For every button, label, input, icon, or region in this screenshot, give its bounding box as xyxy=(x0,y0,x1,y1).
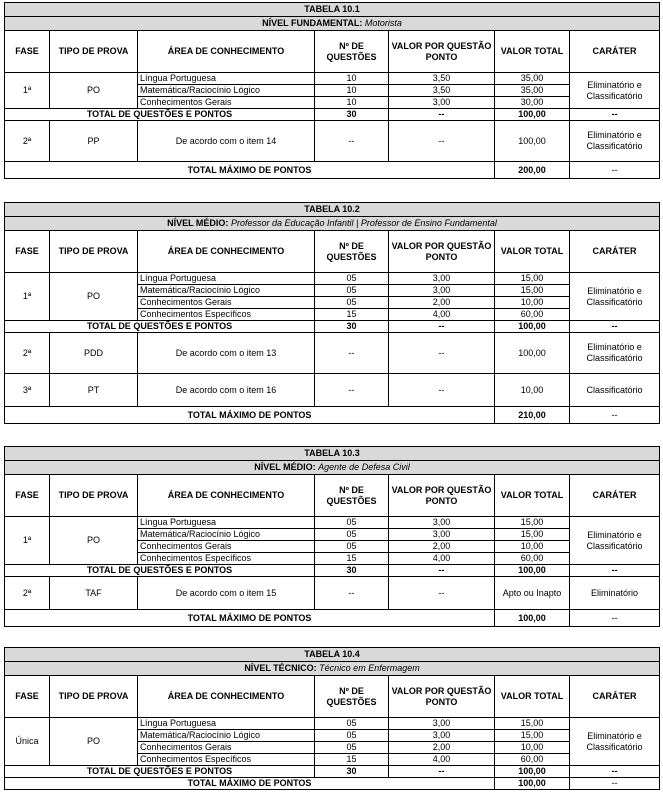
table-10-4 xyxy=(4,647,660,790)
table-10-3 xyxy=(4,446,660,627)
fase-cell: 3ª xyxy=(5,374,50,407)
area-cell: Matemática/Raciocínio Lógico xyxy=(138,529,315,541)
header-carater: CARÁTER xyxy=(570,31,660,73)
fase-cell: 2ª xyxy=(5,121,50,162)
header-tipo: TIPO DE PROVA xyxy=(50,475,138,517)
valor-cell: 2,00 xyxy=(389,541,495,553)
total-cell: 35,00 xyxy=(495,73,570,85)
total-maximo-label: TOTAL MÁXIMO DE PONTOS xyxy=(5,162,495,179)
valor-cell: -- xyxy=(389,121,495,162)
questoes-cell: -- xyxy=(315,577,389,610)
table-10-1 xyxy=(4,2,660,179)
total-maximo-label: TOTAL MÁXIMO DE PONTOS xyxy=(5,778,495,790)
valor-cell: -- xyxy=(389,577,495,610)
total-maximo-carater: -- xyxy=(570,407,660,424)
header-fase: FASE xyxy=(5,31,50,73)
total-cell: 60,00 xyxy=(495,553,570,565)
area-cell: Conhecimentos Específicos xyxy=(138,309,315,321)
questoes-cell: 05 xyxy=(315,529,389,541)
total-questoes-value: 30 xyxy=(315,766,389,778)
total-questoes-value: 30 xyxy=(315,565,389,577)
tipo-cell: PP xyxy=(50,121,138,162)
header-fase: FASE xyxy=(5,231,50,273)
tipo-cell: PT xyxy=(50,374,138,407)
header-questoes: Nº DE QUESTÕES xyxy=(315,475,389,517)
total-questoes-value: 30 xyxy=(315,109,389,121)
questoes-cell: 05 xyxy=(315,517,389,529)
area-cell: Língua Portuguesa xyxy=(138,73,315,85)
header-valor-total: VALOR TOTAL xyxy=(495,475,570,517)
total-maximo-value: 200,00 xyxy=(495,162,570,179)
tipo-cell: PO xyxy=(50,273,138,321)
header-valor-por: VALOR POR QUESTÃO PONTO xyxy=(389,676,495,718)
total-carater-value: -- xyxy=(570,565,660,577)
tipo-cell: TAF xyxy=(50,577,138,610)
questoes-cell: 05 xyxy=(315,742,389,754)
area-cell: Conhecimentos Gerais xyxy=(138,97,315,109)
area-cell: Matemática/Raciocínio Lógico xyxy=(138,285,315,297)
total-maximo-value: 210,00 xyxy=(495,407,570,424)
questoes-cell: 10 xyxy=(315,73,389,85)
total-cell: 15,00 xyxy=(495,730,570,742)
level-label: NÍVEL MÉDIO: Professor da Educação Infantil | Professor de Ensino Fundamental xyxy=(5,217,660,231)
header-area: ÁREA DE CONHECIMENTO xyxy=(138,231,315,273)
total-cell: 15,00 xyxy=(495,517,570,529)
questoes-cell: 05 xyxy=(315,285,389,297)
valor-cell: 3,00 xyxy=(389,718,495,730)
header-valor-total: VALOR TOTAL xyxy=(495,676,570,718)
total-pontos-value: 100,00 xyxy=(495,109,570,121)
total-valor-value: -- xyxy=(389,766,495,778)
table-title: TABELA 10.2 xyxy=(5,203,660,217)
total-questoes-label: TOTAL DE QUESTÕES E PONTOS xyxy=(5,766,315,778)
fase-cell: 1ª xyxy=(5,273,50,321)
valor-cell: 2,00 xyxy=(389,297,495,309)
total-pontos-value: 100,00 xyxy=(495,565,570,577)
questoes-cell: 10 xyxy=(315,85,389,97)
area-cell: Matemática/Raciocínio Lógico xyxy=(138,85,315,97)
total-maximo-carater: -- xyxy=(570,778,660,790)
total-maximo-label: TOTAL MÁXIMO DE PONTOS xyxy=(5,610,495,627)
total-valor-value: -- xyxy=(389,565,495,577)
area-cell: Conhecimentos Gerais xyxy=(138,297,315,309)
carater-cell: Eliminatório e Classificatório xyxy=(570,273,660,321)
header-questoes: Nº DE QUESTÕES xyxy=(315,676,389,718)
total-cell: 10,00 xyxy=(495,374,570,407)
total-cell: 10,00 xyxy=(495,742,570,754)
valor-cell: 3,00 xyxy=(389,517,495,529)
header-area: ÁREA DE CONHECIMENTO xyxy=(138,676,315,718)
valor-cell: -- xyxy=(389,374,495,407)
header-fase: FASE xyxy=(5,475,50,517)
tipo-cell: PO xyxy=(50,718,138,766)
table-title: TABELA 10.3 xyxy=(5,447,660,461)
level-label: NÍVEL TÉCNICO: Técnico em Enfermagem xyxy=(5,662,660,676)
total-cell: 35,00 xyxy=(495,85,570,97)
tipo-cell: PO xyxy=(50,517,138,565)
header-fase: FASE xyxy=(5,676,50,718)
area-cell: De acordo com o item 15 xyxy=(138,577,315,610)
area-cell: De acordo com o item 14 xyxy=(138,121,315,162)
carater-cell: Eliminatório e Classificatório xyxy=(570,517,660,565)
total-questoes-label: TOTAL DE QUESTÕES E PONTOS xyxy=(5,321,315,333)
carater-cell: Eliminatório xyxy=(570,577,660,610)
total-cell: 60,00 xyxy=(495,309,570,321)
valor-cell: 3,00 xyxy=(389,730,495,742)
valor-cell: 3,00 xyxy=(389,97,495,109)
header-area: ÁREA DE CONHECIMENTO xyxy=(138,31,315,73)
total-pontos-value: 100,00 xyxy=(495,321,570,333)
questoes-cell: 05 xyxy=(315,730,389,742)
total-valor-value: -- xyxy=(389,321,495,333)
total-carater-value: -- xyxy=(570,321,660,333)
total-valor-value: -- xyxy=(389,109,495,121)
total-maximo-value: 100,00 xyxy=(495,610,570,627)
total-cell: 15,00 xyxy=(495,273,570,285)
carater-cell: Eliminatório e Classificatório xyxy=(570,121,660,162)
carater-cell: Eliminatório e Classificatório xyxy=(570,73,660,109)
questoes-cell: 05 xyxy=(315,273,389,285)
header-carater: CARÁTER xyxy=(570,475,660,517)
questoes-cell: -- xyxy=(315,121,389,162)
fase-cell: 2ª xyxy=(5,333,50,374)
total-maximo-value: 100,00 xyxy=(495,778,570,790)
valor-cell: 3,00 xyxy=(389,529,495,541)
level-label: NÍVEL MÉDIO: Agente de Defesa Civil xyxy=(5,461,660,475)
header-area: ÁREA DE CONHECIMENTO xyxy=(138,475,315,517)
valor-cell: 3,50 xyxy=(389,73,495,85)
area-cell: Conhecimentos Gerais xyxy=(138,541,315,553)
total-pontos-value: 100,00 xyxy=(495,766,570,778)
header-valor-por: VALOR POR QUESTÃO PONTO xyxy=(389,31,495,73)
table-title: TABELA 10.4 xyxy=(5,648,660,662)
total-cell: 10,00 xyxy=(495,297,570,309)
total-cell: 30,00 xyxy=(495,97,570,109)
total-maximo-carater: -- xyxy=(570,162,660,179)
header-tipo: TIPO DE PROVA xyxy=(50,676,138,718)
fase-cell: 2ª xyxy=(5,577,50,610)
total-cell: 10,00 xyxy=(495,541,570,553)
area-cell: Conhecimentos Específicos xyxy=(138,754,315,766)
total-cell: 60,00 xyxy=(495,754,570,766)
fase-cell: 1ª xyxy=(5,517,50,565)
valor-cell: 3,00 xyxy=(389,285,495,297)
questoes-cell: 15 xyxy=(315,754,389,766)
area-cell: Conhecimentos Gerais xyxy=(138,742,315,754)
carater-cell: Eliminatório e Classificatório xyxy=(570,333,660,374)
header-valor-por: VALOR POR QUESTÃO PONTO xyxy=(389,475,495,517)
header-questoes: Nº DE QUESTÕES xyxy=(315,31,389,73)
area-cell: Matemática/Raciocínio Lógico xyxy=(138,730,315,742)
valor-cell: 4,00 xyxy=(389,309,495,321)
questoes-cell: 05 xyxy=(315,541,389,553)
total-carater-value: -- xyxy=(570,766,660,778)
header-carater: CARÁTER xyxy=(570,231,660,273)
valor-cell: 4,00 xyxy=(389,553,495,565)
total-cell: Apto ou Inapto xyxy=(495,577,570,610)
header-tipo: TIPO DE PROVA xyxy=(50,231,138,273)
total-cell: 100,00 xyxy=(495,121,570,162)
total-maximo-carater: -- xyxy=(570,610,660,627)
fase-cell: Única xyxy=(5,718,50,766)
area-cell: De acordo com o item 13 xyxy=(138,333,315,374)
area-cell: Língua Portuguesa xyxy=(138,718,315,730)
questoes-cell: 05 xyxy=(315,718,389,730)
questoes-cell: 10 xyxy=(315,97,389,109)
valor-cell: 4,00 xyxy=(389,754,495,766)
header-carater: CARÁTER xyxy=(570,676,660,718)
total-questoes-label: TOTAL DE QUESTÕES E PONTOS xyxy=(5,565,315,577)
questoes-cell: 15 xyxy=(315,309,389,321)
table-10-2 xyxy=(4,202,660,424)
total-questoes-value: 30 xyxy=(315,321,389,333)
valor-cell: 3,50 xyxy=(389,85,495,97)
total-cell: 15,00 xyxy=(495,285,570,297)
total-maximo-label: TOTAL MÁXIMO DE PONTOS xyxy=(5,407,495,424)
header-questoes: Nº DE QUESTÕES xyxy=(315,231,389,273)
total-questoes-label: TOTAL DE QUESTÕES E PONTOS xyxy=(5,109,315,121)
total-cell: 100,00 xyxy=(495,333,570,374)
header-valor-por: VALOR POR QUESTÃO PONTO xyxy=(389,231,495,273)
total-cell: 15,00 xyxy=(495,529,570,541)
area-cell: De acordo com o item 16 xyxy=(138,374,315,407)
questoes-cell: -- xyxy=(315,333,389,374)
header-tipo: TIPO DE PROVA xyxy=(50,31,138,73)
area-cell: Língua Portuguesa xyxy=(138,517,315,529)
carater-cell: Eliminatório e Classificatório xyxy=(570,718,660,766)
questoes-cell: 15 xyxy=(315,553,389,565)
valor-cell: 2,00 xyxy=(389,742,495,754)
tipo-cell: PO xyxy=(50,73,138,109)
tipo-cell: PDD xyxy=(50,333,138,374)
area-cell: Conhecimentos Específicos xyxy=(138,553,315,565)
level-label: NÍVEL FUNDAMENTAL: Motorista xyxy=(5,17,660,31)
table-title: TABELA 10.1 xyxy=(5,3,660,17)
carater-cell: Classificatório xyxy=(570,374,660,407)
header-valor-total: VALOR TOTAL xyxy=(495,231,570,273)
total-carater-value: -- xyxy=(570,109,660,121)
valor-cell: 3,00 xyxy=(389,273,495,285)
header-valor-total: VALOR TOTAL xyxy=(495,31,570,73)
fase-cell: 1ª xyxy=(5,73,50,109)
valor-cell: -- xyxy=(389,333,495,374)
questoes-cell: -- xyxy=(315,374,389,407)
total-cell: 15,00 xyxy=(495,718,570,730)
questoes-cell: 05 xyxy=(315,297,389,309)
area-cell: Língua Portuguesa xyxy=(138,273,315,285)
